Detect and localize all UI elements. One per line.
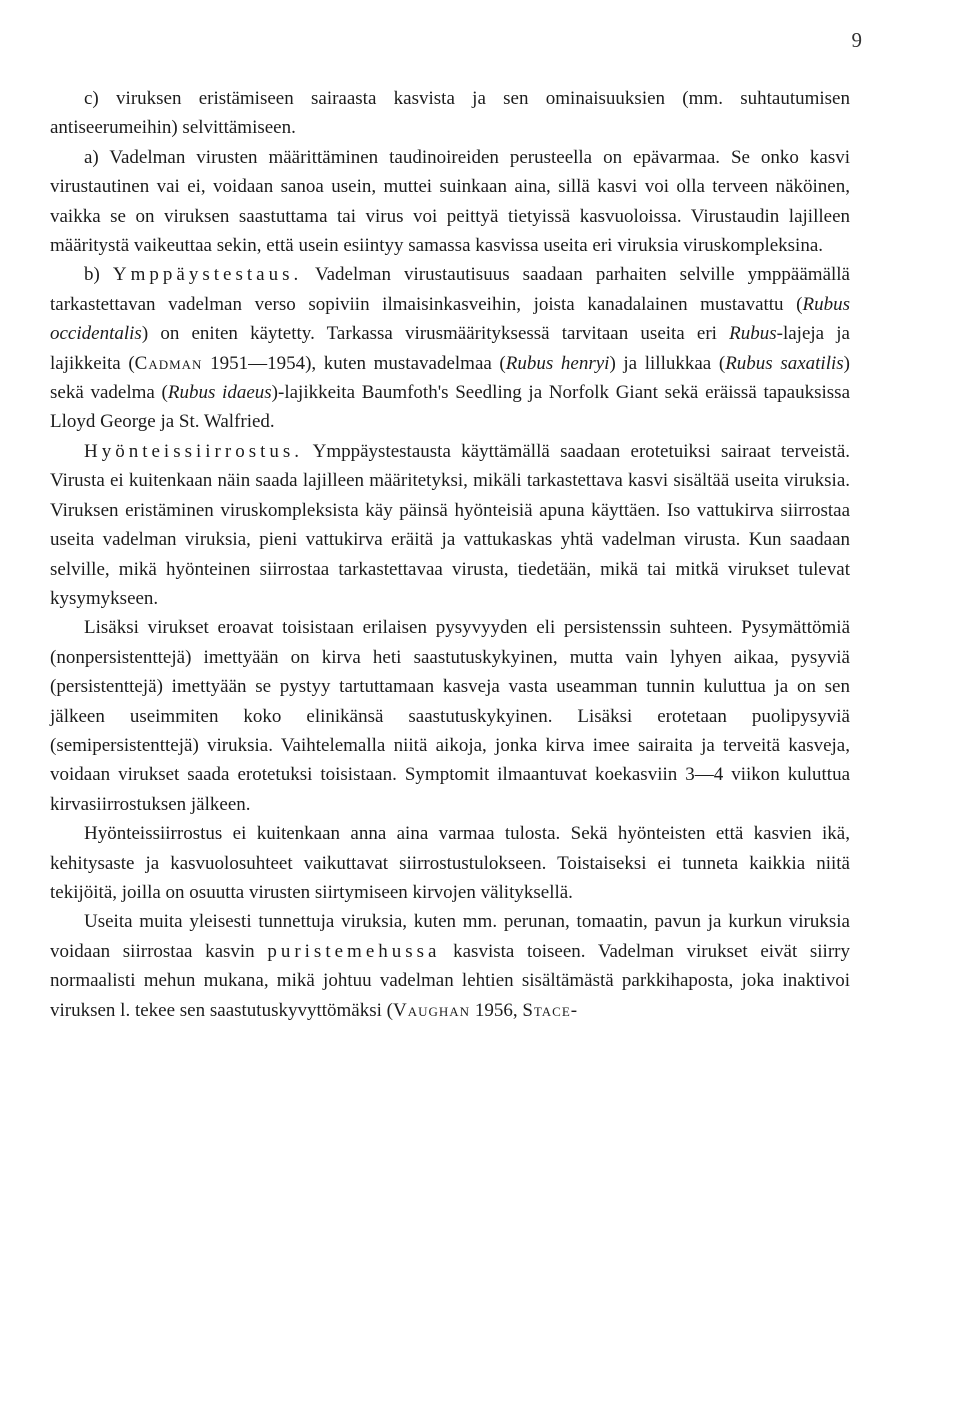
text-run: )-lajikkeita Baumfoth's Seedling ja Norfolk Giant sekä eräissä tapauksissa Lloyd George ja St. Walfried. [50, 382, 851, 433]
text-run: Useita muita yleisesti tunnettuja viruksia, kuten mm. perunan, tomaatin, pavun ja kurkun viruksia voidaan siirrostaa kasvin [50, 911, 850, 962]
page-number: 9 [851, 28, 862, 52]
text-run: -lajeja ja lajikkeita ( [50, 323, 850, 374]
text-run: kasvista toiseen. Vadelman virukset eivät siirry normaalisti mehun mukana, mikä johtuu vadelman lehtien sisältämästä parkkihaposta, joka inaktivoi viruksen l. tekee sen saastutuskyvyttömäksi ( [50, 940, 850, 1021]
author-citation: Vaughan [393, 999, 471, 1021]
text-run: 1951—1954), kuten mustavadelmaa ( [202, 352, 506, 374]
species-name: Rubus idaeus [167, 382, 272, 404]
text-run: ) sekä vadelma ( [50, 352, 850, 404]
species-name: Rubus henryi [505, 352, 610, 374]
paragraph-text: a) Vadelman virusten määrittäminen taudinoireiden perusteella on epävarmaa. Se onko kasvi virustautinen vai ei, voidaan sanoa usein, muttei suinkaan aina, sillä kasvi voi olla terveen näköinen, vaikka se on viruksen saastuttama tai virus voi peittyä tietyissä kasvuoloissa. Virustaudin lajilleen määritystä vaikeuttaa sekin, että usein esiintyy samassa kasvissa useita eri viruksia viruskompleksina. [50, 146, 850, 257]
paragraph-a [50, 143, 850, 261]
paragraph-text: Hyönteissiirrostus ei kuitenkaan anna aina varmaa tulosta. Sekä hyönteisten että kasvien ikä, kehitysaste ja kasvuolosuhteet vaikuttavat siirrostustulokseen. Toistaiseksi ei tunneta kaikkia niitä tekijöitä, joilla on osuutta virusten siirtymiseen kirvojen välityksellä. [50, 823, 850, 903]
text-run: Vadelman virustautisuus saadaan parhaiten selville ymppäämällä tarkastettavan vadelman verso sopiviin ilmaisinkasveihin, joista kanadalainen mustavattu ( [50, 264, 850, 315]
section-heading-ymppaystestaus: Ymppäystestaus. [112, 264, 303, 286]
genus-name: Rubus [729, 323, 777, 345]
paragraph-c [50, 84, 850, 143]
text-run: Ymppäystestausta käyttämällä saadaan erotetuiksi sairaat terveistä. Virusta ei kuitenkaan näin saada lajilleen määritetyksi, mikäli tarkastettava kasvi sisältää useita viruksia. Viruksen eristäminen viruskompleksista käy päinsä hyönteisiä apuna käyttäen. Iso vattukirva siirrostaa useita vadelman viruksia, pieni vattukirva eräitä ja vattukaskas yhtä vadelman virusta. Kun saadaan selville, mikä hyönteinen siirrostaa tarkastettavaa virusta, tiedetään, mikä tai mitkä virukset tulevat kysymykseen. [50, 440, 850, 609]
text-run: ) ja lillukkaa ( [609, 352, 726, 374]
paragraph-b-ymppaystestaus [50, 260, 850, 436]
section-heading-hyonteissiirrostus: Hyönteissiirrostus. [84, 440, 304, 462]
paragraph-text: Lisäksi virukset eroavat toisistaan erilaisen pysyvyyden eli persistenssin suhteen. Pysymättömiä (nonpersistenttejä) imettyään on kirva heti saastutuskykyinen, mutta vain lyhyen aikaa, pysyviä (persistenttejä) imettyään se pystyy tartuttamaan kasveja vasta useamman tunnin kuluttua ja on sen jälkeen useimmiten koko elinikänsä saastutuskykyinen. Lisäksi erotetaan puolipysyviä (semipersistenttejä) viruksia. Vaihtelemalla niitä aikoja, jonka kirva imee sairaita ja terveitä kasveja, voidaan virukset saada erotetuksi toisistaan. Symptomit ilmaantuvat koekasviin 3—4 viikon kuluttua kirvasiirrostuksen jälkeen. [50, 617, 850, 815]
paragraph-tulos [50, 819, 850, 907]
list-marker: b) [84, 264, 113, 286]
text-run: 1956, [470, 999, 523, 1021]
author-citation: Stace- [522, 999, 579, 1021]
paragraph-puristemehu [50, 907, 850, 1025]
paragraph-text: c) viruksen eristämiseen sairaasta kasvista ja sen ominaisuuksien (mm. suhtautumisen antiseerumeihin) selvittämiseen. [50, 88, 850, 139]
species-name: Rubus saxatilis [725, 352, 844, 374]
paragraph-hyonteissiirrostus [50, 437, 850, 613]
text-run: ) on eniten käytetty. Tarkassa virusmäärityksessä tarvitaan useita eri [141, 323, 730, 345]
species-name: Rubus occidentalis [50, 293, 850, 345]
author-citation: Cadman [134, 352, 203, 374]
body-text [50, 84, 850, 1025]
emphasized-term: puristemehussa [267, 940, 441, 962]
paragraph-persistenssi [50, 613, 850, 819]
